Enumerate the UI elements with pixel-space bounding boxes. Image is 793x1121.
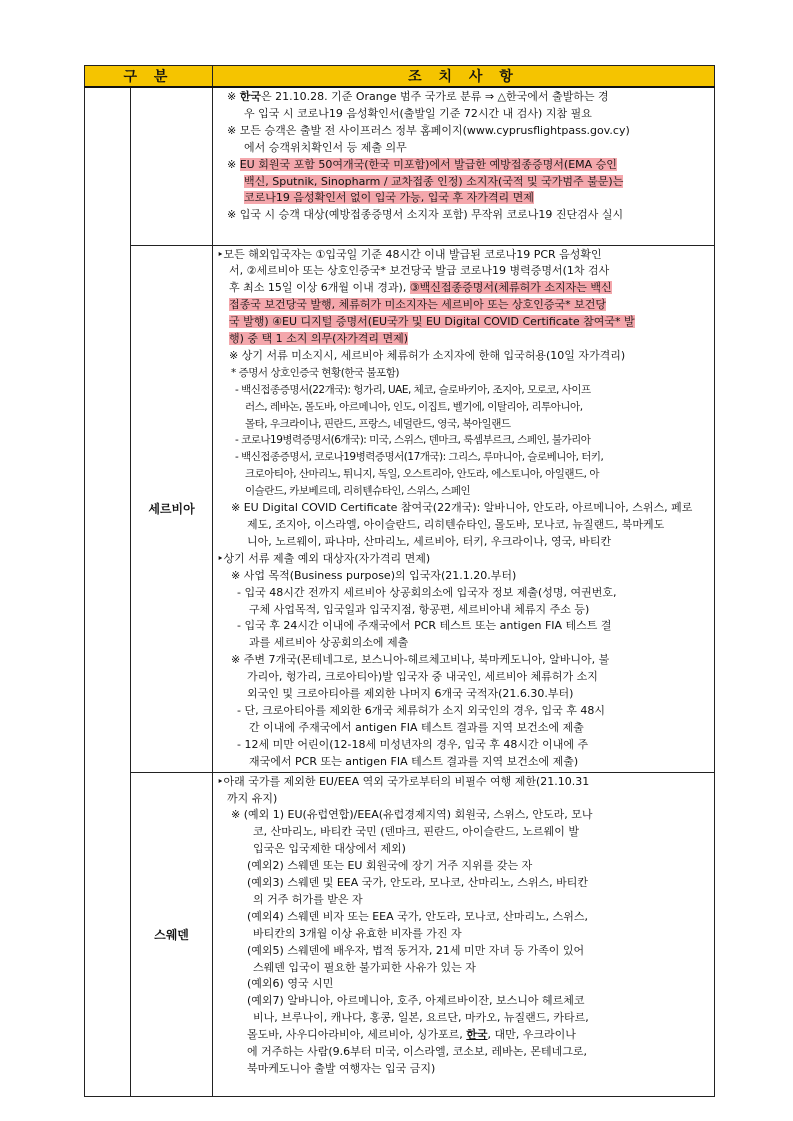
serbia-text-line (217, 314, 708, 331)
cyprus-measures (213, 87, 715, 245)
text-segment: 구체 사업목적, 입국일과 입국지점, 항공편, 세르비아내 체류지 주소 등) (249, 602, 590, 616)
sweden-measures (213, 772, 715, 1096)
text-segment: 비나, 브루나이, 캐나다, 홍콩, 일본, 요르단, 마카오, 뉴질랜드, 카타르, (253, 1011, 589, 1025)
serbia-text-line (217, 466, 708, 483)
row-cyprus (85, 87, 715, 245)
serbia-text-line (217, 416, 708, 433)
sweden-text-line (217, 976, 708, 993)
text-segment: ※ 사업 목적(Business purpose)의 입국자(21.1.20.부터) (231, 568, 517, 582)
cyprus-text-line (217, 89, 708, 106)
text-segment: 바티칸의 3개월 이상 유효한 비자를 가진 자 (253, 926, 462, 940)
serbia-text-line (217, 585, 708, 602)
serbia-text-line (217, 297, 708, 314)
text-segment: ‣모든 해외입국자는 ①입국일 기준 48시간 이내 발급된 코로나19 PCR 음성확인 (217, 247, 602, 261)
text-segment: 니아, 노르웨이, 파나마, 산마리노, 세르비아, 터키, 우크라이나, 영국, 바티칸 (247, 534, 612, 548)
text-segment: - 입국 후 24시간 이내에 주재국에서 PCR 테스트 또는 antigen FIA 테스트 결 (237, 619, 612, 633)
sweden-text-line (217, 926, 708, 943)
sweden-text-line (217, 943, 708, 960)
text-segment: 우 입국 시 코로나19 음성확인서(출발일 기준 72시간 내 검사) 지참 필요 (244, 106, 592, 120)
sweden-text-line (217, 1010, 708, 1027)
text-segment: 에서 승객위치확인서 등 제출 의무 (244, 140, 407, 154)
sweden-text-line (217, 960, 708, 977)
text-segment: - 코로나19병력증명서(6개국): 미국, 스위스, 덴마크, 룩셈부르크, 스페인, 불가리아 (235, 434, 591, 447)
text-segment: 북마케도니아 출발 여행자는 입국 금지) (247, 1062, 436, 1075)
sweden-text-line (217, 1027, 708, 1044)
text-segment: ※ 상기 서류 미소지시, 세르비아 체류허가 소지자에 한해 입국허용(10일 자가격리) (229, 348, 626, 362)
row-sweden (85, 772, 715, 1096)
serbia-text-line (217, 247, 708, 264)
cyprus-text-line (217, 123, 708, 140)
sweden-text-line (217, 824, 708, 841)
text-segment: 러스, 레바논, 몰도바, 아르메니아, 인도, 이집트, 벨기에, 이탈리아, 리투아니아, (245, 400, 583, 413)
sweden-text-line (217, 841, 708, 858)
text-segment: - 입국 48시간 전까지 세르비아 상공회의소에 입국자 정보 제출(성명, 여권번호, (237, 585, 617, 599)
sweden-text-line (217, 774, 708, 791)
highlighted-text: EU 회원국 포함 50여개국(한국 미포함)에서 발급한 예방접종증명서(EMA 승인 (239, 157, 617, 171)
text-segment: (예외7) 알바니아, 아르메니아, 호주, 아제르바이잔, 보스니아 헤르체코 (247, 994, 585, 1008)
sweden-text-line (217, 858, 708, 875)
text-segment: ※ (예외 1) EU(유럽연합)/EEA(유럽경제지역) 회원국, 스위스, 안도라, 모나 (231, 808, 593, 822)
cyprus-country-cell (131, 87, 213, 245)
text-segment: (예외4) 스웨덴 비자 또는 EEA 국가, 안도라, 모나코, 산마리노, 스위스, (247, 909, 588, 923)
serbia-text-line (217, 568, 708, 585)
text-segment: 에 거주하는 사람(9.6부터 미국, 이스라엘, 코소보, 레바논, 몬테네그로, (247, 1045, 588, 1059)
serbia-country-name: 세르비아 (131, 245, 213, 772)
serbia-text-line (217, 652, 708, 669)
text-segment: 이슬란드, 카보베르데, 리히텐슈타인, 스위스, 스페인 (245, 485, 471, 498)
sweden-text-line (217, 993, 708, 1010)
serbia-text-line (217, 348, 708, 365)
sweden-text-line (217, 909, 708, 926)
text-segment: ‣상기 서류 제출 예외 대상자(자가격리 면제) (217, 551, 431, 565)
text-segment: 까지 유지) (227, 791, 278, 805)
serbia-text-line (217, 500, 708, 517)
text-segment: 코, 산마리노, 바티칸 국민 (덴마크, 핀란드, 아이슬란드, 노르웨이 발 (253, 825, 580, 839)
row-serbia (85, 245, 715, 772)
sweden-text-line (217, 1044, 708, 1061)
text-segment: (예외5) 스웨덴에 배우자, 법적 동거자, 21세 미만 자녀 등 가족이 있어 (247, 943, 585, 957)
text-segment: ※ (227, 157, 240, 171)
text-segment: (예외2) 스웨덴 또는 EU 회원국에 장기 거주 지위를 갖는 자 (247, 859, 533, 873)
text-segment: (예외6) 영국 시민 (247, 977, 334, 991)
text-segment: * 증명서 상호인증국 현황(한국 불포함) (231, 366, 399, 379)
text-segment: 과를 세르비아 상공회의소에 제출 (249, 636, 409, 650)
header-category: 구 분 (85, 66, 213, 88)
serbia-text-line (217, 432, 708, 449)
text-segment: - 단, 크로아티아를 제외한 6개국 체류허가 소지 외국인의 경우, 입국 후 48시 (237, 703, 605, 717)
cyprus-text-line (217, 207, 708, 224)
serbia-text-line (217, 703, 708, 720)
serbia-text-line (217, 449, 708, 466)
text-segment: 입국은 입국제한 대상에서 제외) (253, 842, 406, 856)
header-measures: 조 치 사 항 (213, 66, 715, 88)
text-segment: (예외3) 스웨덴 및 EEA 국가, 안도라, 모나코, 산마리노, 스위스, 바티칸 (247, 876, 588, 890)
text-segment: - 12세 미만 어린이(12-18세 미성년자의 경우, 입국 후 48시간 이내에 주 (237, 737, 589, 751)
text-segment: ※ EU Digital COVID Certificate 참여국(22개국): 알바니아, 안도라, 아르메니아, 스위스, 페로 (231, 501, 693, 515)
serbia-text-line (217, 517, 708, 534)
sweden-text-line (217, 1061, 708, 1078)
measures-table (84, 65, 715, 1097)
sweden-text-line (217, 892, 708, 909)
text-segment: ※ 모든 승객은 출발 전 사이프러스 정부 홈페이지(www.cyprusflightpass.gov.cy) (227, 123, 630, 137)
serbia-text-line (217, 399, 708, 416)
serbia-text-line (217, 382, 708, 399)
serbia-text-line (217, 602, 708, 619)
text-segment: 외국인 및 크로아티아를 제외한 나머지 6개국 국적자(21.6.30.부터) (247, 687, 574, 701)
text-segment: 후 최소 15일 이상 6개월 이내 경과), (229, 281, 410, 295)
serbia-text-line (217, 686, 708, 703)
text-segment: 간 이내에 주재국에서 antigen FIA 테스트 결과를 지역 보건소에 제출 (249, 720, 584, 734)
serbia-text-line (217, 737, 708, 754)
highlighted-text: 코로나19 음성확인서 없이 입국 가능, 입국 후 자가격리 면제 (244, 191, 534, 205)
text-segment: 스웨덴 입국이 필요한 불가피한 사유가 있는 자 (253, 960, 476, 974)
serbia-text-line (217, 365, 708, 382)
text-segment: ※ 주변 7개국(몬테네그로, 보스니아-헤르체고비나, 북마케도니아, 알바니아, 불 (231, 653, 610, 667)
blank-region-cell (85, 87, 131, 1096)
text-segment: ※ 입국 시 승객 대상(예방접종증명서 소지자 포함) 무작위 코로나19 진단검사 실시 (227, 208, 624, 222)
highlighted-text: 백신, Sputnik, Sinopharm / 교차접종 인정) 소지자(국적 및 국가범주 불문)는 (244, 174, 624, 188)
serbia-measures (213, 245, 715, 772)
serbia-text-line (217, 280, 708, 297)
text-segment: 은 21.10.28. 기준 Orange 범주 국가로 분류 ⇒ △한국에서 출발하는 경 (260, 90, 609, 103)
sweden-country-name: 스웨덴 (131, 772, 213, 1096)
serbia-text-line (217, 669, 708, 686)
table-header-row (85, 66, 715, 88)
text-segment: - 백신접종증명서, 코로나19병력증명서(17개국): 그리스, 루마니아, 슬로베니아, 터키, (235, 451, 604, 464)
sweden-text-line (217, 875, 708, 892)
highlighted-text: 국 발행) ④EU 디지털 증명서(EU국가 및 EU Digital COVID Certificate 참여국* 발 (229, 315, 635, 329)
highlighted-text: 접종국 보건당국 발행, 체류허가 미소지자는 세르비아 또는 상호인증국* 보건당 (229, 298, 606, 312)
text-segment: 재국에서 PCR 또는 antigen FIA 테스트 결과를 지역 보건소에 제출) (249, 754, 579, 768)
text-segment: 제도, 조지아, 이스라엘, 아이슬란드, 리히텐슈타인, 몰도바, 모나코, 뉴질랜드, 북마케도 (247, 518, 665, 531)
emphasized-text: 한국 (239, 90, 261, 103)
text-segment: 몰타, 우크라이나, 핀란드, 프랑스, 네덜란드, 영국, 북아일랜드 (245, 417, 511, 430)
highlighted-text: ③백신접종증명서(체류허가 소지자는 백신 (409, 281, 612, 295)
text-segment: 서, ②세르비아 또는 상호인증국* 보건당국 발급 코로나19 병력증명서(1차 검사 (229, 264, 610, 278)
cyprus-text-line (217, 174, 708, 191)
serbia-text-line (217, 635, 708, 652)
text-segment: - 백신접종증명서(22개국): 헝가리, UAE, 체코, 슬로바키아, 조지아, 모로코, 사이프 (235, 383, 591, 396)
serbia-text-line (217, 551, 708, 568)
cyprus-text-line (217, 140, 708, 157)
serbia-text-line (217, 483, 708, 500)
serbia-text-line (217, 263, 708, 280)
serbia-text-line (217, 534, 708, 551)
text-segment: 크로아티아, 산마리노, 튀니지, 독일, 오스트리아, 안도라, 에스토니아, 아일랜드, 아 (245, 468, 599, 481)
serbia-text-line (217, 720, 708, 737)
serbia-text-line (217, 754, 708, 771)
cyprus-text-line (217, 190, 708, 207)
text-segment: 몰도바, 사우디아라비아, 세르비아, 싱가포르, (247, 1028, 467, 1042)
text-segment: 의 거주 허가를 받은 자 (253, 892, 363, 906)
cyprus-text-line (217, 157, 708, 174)
cyprus-text-line (217, 106, 708, 123)
sweden-text-line (217, 807, 708, 824)
text-segment: 가리아, 헝가리, 크로아티아)발 입국자 중 내국인, 세르비아 체류허가 소지 (247, 670, 598, 684)
emphasized-text: 한국 (466, 1028, 488, 1042)
serbia-text-line (217, 331, 708, 348)
text-segment: ‣아래 국가를 제외한 EU/EEA 역외 국가로부터의 비필수 여행 제한(21.10.31 (217, 774, 590, 788)
text-segment: , 대만, 우크라이나 (487, 1028, 576, 1042)
text-segment: ※ (227, 90, 240, 103)
sweden-text-line (217, 791, 708, 808)
serbia-text-line (217, 618, 708, 635)
highlighted-text: 행) 중 택 1 소지 의무(자가격리 면제) (229, 332, 408, 346)
